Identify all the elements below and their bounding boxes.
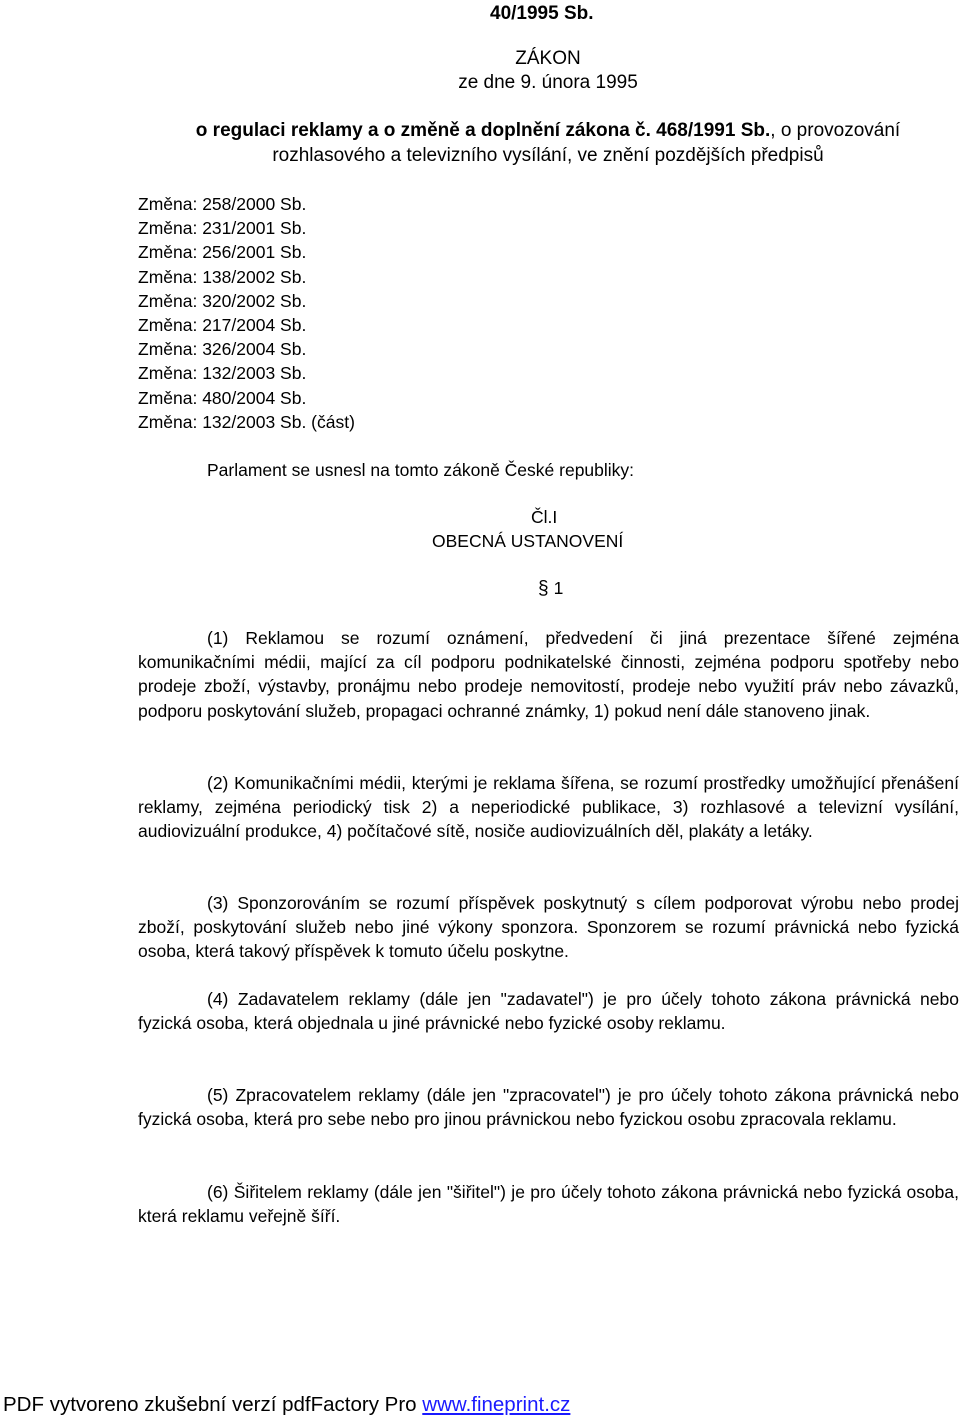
section-mark-icon: §	[538, 578, 549, 599]
amendment-item: Změna: 217/2004 Sb.	[138, 315, 307, 336]
amendment-item: Změna: 132/2003 Sb.	[138, 363, 307, 384]
law-date: ze dne 9. února 1995	[458, 72, 638, 93]
article-number: Čl.I	[531, 507, 558, 527]
paragraph-1: (1) Reklamou se rozumí oznámení, předvedení či jiná prezentace šířené zejména komunikačními médii, mající za cíl podporu podnikatelské činnosti, zejména podporu spotřeby nebo prodeje zboží, výstavby, pronájmu nebo prodeje nemovitostí, prodeje nebo využití práv nebo závazků, podporu poskytování služeb, propagaci ochranné známky, 1) pokud není dále stanoveno jinak.	[138, 628, 959, 721]
footer-text: PDF vytvoreno zkušební verzí pdfFactory Pro	[3, 1393, 423, 1416]
amendment-item: Změna: 326/2004 Sb.	[138, 339, 307, 360]
enacting-clause: Parlament se usnesl na tomto zákoně České republiky:	[207, 460, 635, 480]
amendment-list	[138, 192, 355, 434]
amendment-item: Změna: 258/2000 Sb.	[138, 194, 307, 214]
amendment-item: Změna: 256/2001 Sb.	[138, 242, 307, 263]
law-heading: ZÁKON	[515, 48, 581, 69]
footer-link[interactable]: www.fineprint.cz	[422, 1393, 571, 1416]
paragraph-4: (4) Zadavatelem reklamy (dále jen "zadavatel") je pro účely tohoto zákona právnická nebo fyzická osoba, která objednala u jiné právnické nebo fyzické osoby reklamu.	[138, 989, 959, 1034]
law-subject-bold: o regulaci reklamy a o změně a doplnění zákona č. 468/1991 Sb.	[195, 120, 771, 141]
amendment-item: Změna: 320/2002 Sb.	[138, 290, 307, 311]
amendment-item: Změna: 138/2002 Sb.	[138, 266, 307, 287]
amendment-item: Změna: 480/2004 Sb.	[138, 387, 307, 408]
section-number: 1	[553, 578, 564, 598]
paragraph-6: (6) Šiřitelem reklamy (dále jen "šiřitel") je pro účely tohoto zákona právnická nebo fyzická osoba, která reklamu veřejně šíří.	[138, 1182, 959, 1227]
document-number: 40/1995 Sb.	[490, 3, 594, 24]
paragraph-5: (5) Zpracovatelem reklamy (dále jen "zpracovatel") je pro účely tohoto zákona právnická nebo fyzická osoba, která pro sebe nebo pro jinou právnickou nebo fyzickou osobu zpracovala reklamu.	[138, 1085, 959, 1130]
article-title: OBECNÁ USTANOVENÍ	[432, 531, 624, 551]
section-heading	[538, 578, 563, 600]
amendment-item: Změna: 231/2001 Sb.	[138, 218, 307, 239]
pdf-footer	[3, 1393, 570, 1417]
law-subject-rest: , o provozování	[770, 120, 901, 141]
law-subject-line-1	[0, 120, 960, 142]
amendment-item: Změna: 132/2003 Sb. (část)	[138, 411, 355, 432]
law-subject-line-2: rozhlasového a televizního vysílání, ve znění pozdějších předpisů	[272, 145, 824, 166]
paragraph-3: (3) Sponzorováním se rozumí příspěvek poskytnutý s cílem podporovat výrobu nebo prodej zboží, poskytování služeb nebo jiné výkony sponzora. Sponzorem se rozumí právnická nebo fyzická osoba, která takový příspěvek k tomuto účelu poskytne.	[138, 893, 959, 962]
paragraph-2: (2) Komunikačními médii, kterými je reklama šířena, se rozumí prostředky umožňující přenášení reklamy, zejména periodický tisk 2) a neperiodické publikace, 3) rozhlasové a televizní vysílání, audiovizuální produkce, 4) počítačové sítě, nosiče audiovizuálních děl, plakáty a letáky.	[138, 773, 959, 842]
